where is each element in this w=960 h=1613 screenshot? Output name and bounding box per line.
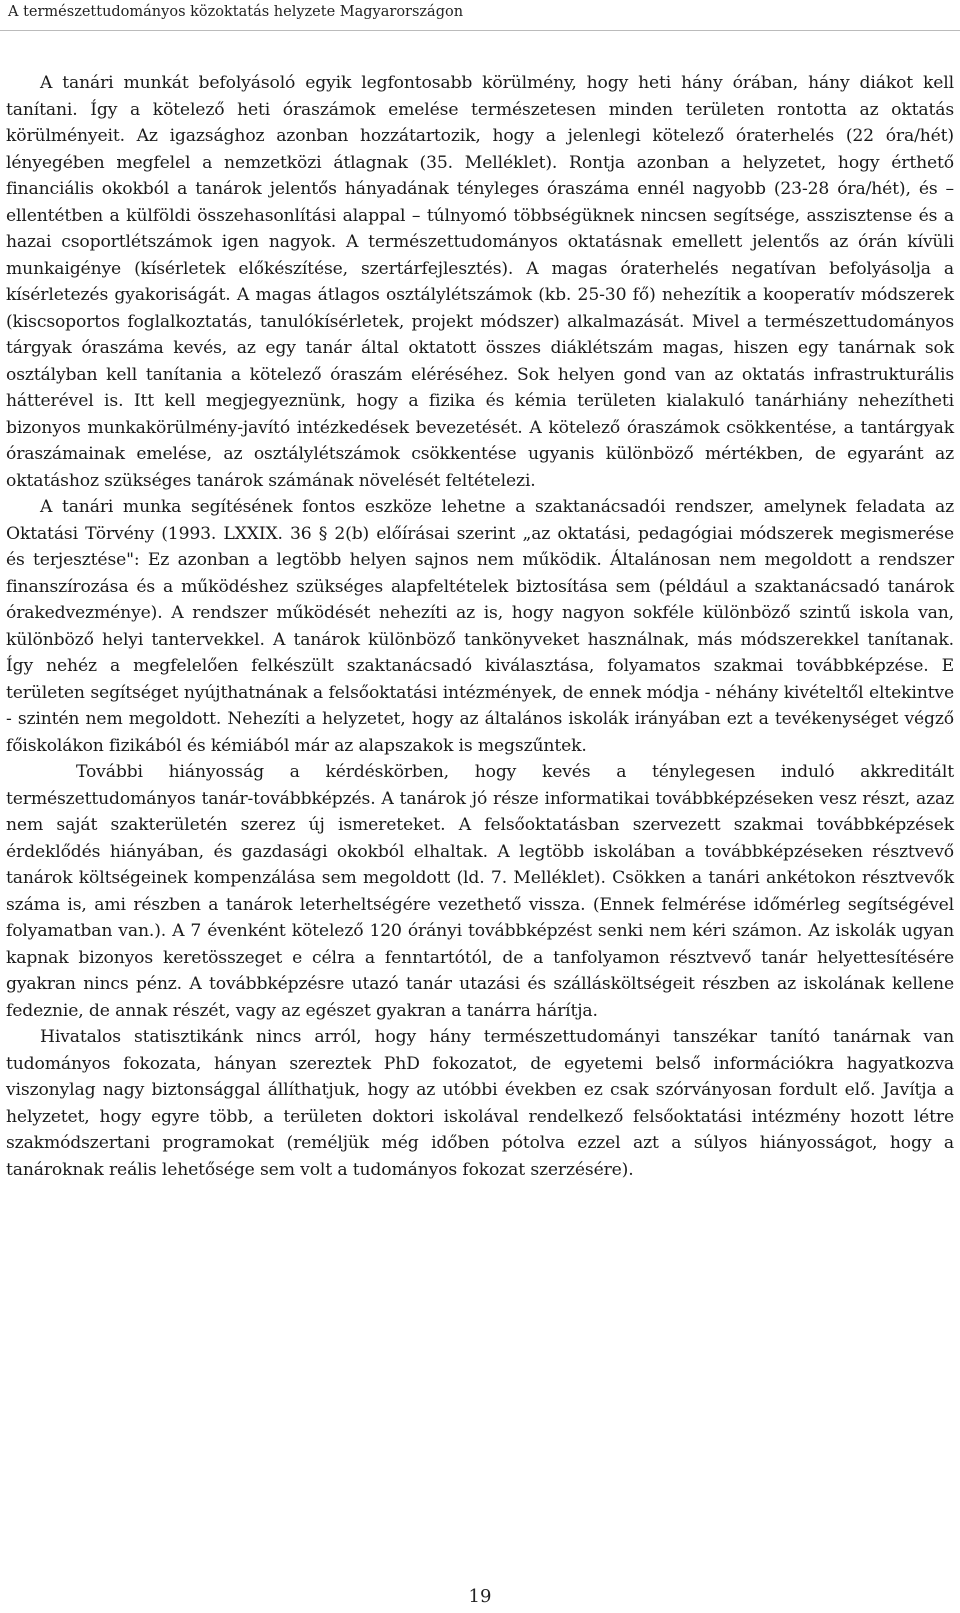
paragraph: A tanári munkát befolyásoló egyik legfontosabb körülmény, hogy heti hány órában, hány diákot kell tanítani. Így a kötelező heti óraszámok emelése természetesen minden területen rontotta az oktatás körülményeit. Az igazsághoz azonban hozzátartozik, hogy a jelenlegi kötelező óraterhelés (22 óra/hét) lényegében megfelel a nemzetközi átlagnak (35. Melléklet). Rontja azonban a helyzetet, hogy érthető financiális okokból a tanárok jelentős hányadának tényleges óraszáma ennél nagyobb (23-28 óra/hét), és – ellentétben a külföldi összehasonlítási alappal – túlnyomó többségüknek nincsen segítsége, asszisztense és a hazai csoportlétszámok igen nagyok. A természettudományos oktatásnak emellett jelentős az órán kívüli munkaigénye (kísérletek előkészítése, szertárfejlesztés). A magas óraterhelés negatívan befolyásolja a kísérletezés gyakoriságát. A magas átlagos osztálylétszámok (kb. 25-30 fő) nehezítik a kooperatív módszerek (kiscsoportos foglalkoztatás, tanulókísérletek, projekt módszer) alkalmazását. Mivel a természettudományos tárgyak óraszáma kevés, az egy tanár által oktatott összes diáklétszám magas, hiszen egy tanárnak sok osztályban kell tanítania a kötelező óraszám eléréséhez. Sok helyen gond van az oktatás infrastrukturális hátterével is. Itt kell megjegyeznünk, hogy a fizika és kémia területen kialakuló tanárhiány nehezítheti bizonyos munkakörülmény-javító intézkedések bevezetését. A kötelező óraszámok csökkentése, a tantárgyak óraszámainak emelése, az osztálylétszámok csökkentése ugyanis különböző mértékben, de egyaránt az oktatáshoz szükséges tanárok számának növelését feltételezi. xyxy=(6,73,954,491)
paragraph: A tanári munka segítésének fontos eszköze lehetne a szaktanácsadói rendszer, amelynek feladata az Oktatási Törvény (1993. LXXIX. 36 § 2(b) előírásai szerint „az oktatási, pedagógiai módszerek megismerése és terjesztése": Ez azonban a legtöbb helyen sajnos nem működik. Általánosan nem megoldott a rendszer finanszírozása és a működéshez szükséges alapfeltételek biztosítása sem (például a szaktanácsadó tanárok órakedvezménye). A rendszer működését nehezíti az is, hogy nagyon sokféle különböző szintű iskola van, különböző helyi tantervekkel. A tanárok különböző tankönyveket használnak, más módszerekkel tanítanak. Így nehéz a megfelelően felkészült szaktanácsadó kiválasztása, folyamatos szakmai továbbképzése. E területen segítséget nyújthatnának a felsőoktatási intézmények, de ennek módja - néhány kivételtől eltekintve - szintén nem megoldott. Nehezíti a helyzetet, hogy az általános iskolák irányában ezt a tevékenységet végző főiskolákon fizikából és kémiából már az alapszakok is megszűntek. xyxy=(6,497,954,756)
document-body xyxy=(6,70,954,1183)
page-number: 19 xyxy=(468,1586,492,1607)
running-header-title: A természettudományos közoktatás helyzete Magyarországon xyxy=(8,4,464,20)
paragraph: További hiányosság a kérdéskörben, hogy kevés a ténylegesen induló akkreditált természettudományos tanár-továbbképzés. A tanárok jó része informatikai továbbképzéseken vesz részt, azaz nem saját szakterületén szerez új ismereteket. A felsőoktatásban szervezett szakmai továbbképzések érdeklődés hiányában, és gazdasági okokból elhaltak. A legtöbb iskolában a továbbképzéseken résztvevő tanárok költségeinek kompenzálása sem megoldott (ld. 7. Melléklet). Csökken a tanári ankétokon résztvevők száma is, ami részben a tanárok leterheltségére vezethető vissza. (Ennek felmérése időmérleg segítségével folyamatban van.). A 7 évenként kötelező 120 órányi továbbképzést senki nem kéri számon. Az iskolák ugyan kapnak bizonyos keretösszeget e célra a fenntartótól, de a tanfolyamon résztvevő tanár helyettesítésére gyakran nincs pénz. A továbbképzésre utazó tanár utazási és szállásköltségeit részben az iskolának kellene fedeznie, de annak részét, vagy az egészet gyakran a tanárra hárítja. xyxy=(6,762,954,1021)
paragraph: Hivatalos statisztikánk nincs arról, hogy hány természettudományi tanszékar tanító tanárnak van tudományos fokozata, hányan szereztek PhD fokozatot, de egyetemi belső információkra hagyatkozva viszonylag nagy biztonsággal állíthatjuk, hogy az utóbbi években ez csak szórványosan fordult elő. Javítja a helyzetet, hogy egyre több, a területen doktori iskolával rendelkező felsőoktatási intézmény hozott létre szakmódszertani programokat (reméljük még időben pótolva ezzel azt a súlyos hiányosságot, hogy a tanároknak reális lehetősége sem volt a tudományos fokozat szerzésére). xyxy=(6,1027,954,1180)
running-header xyxy=(0,0,960,31)
